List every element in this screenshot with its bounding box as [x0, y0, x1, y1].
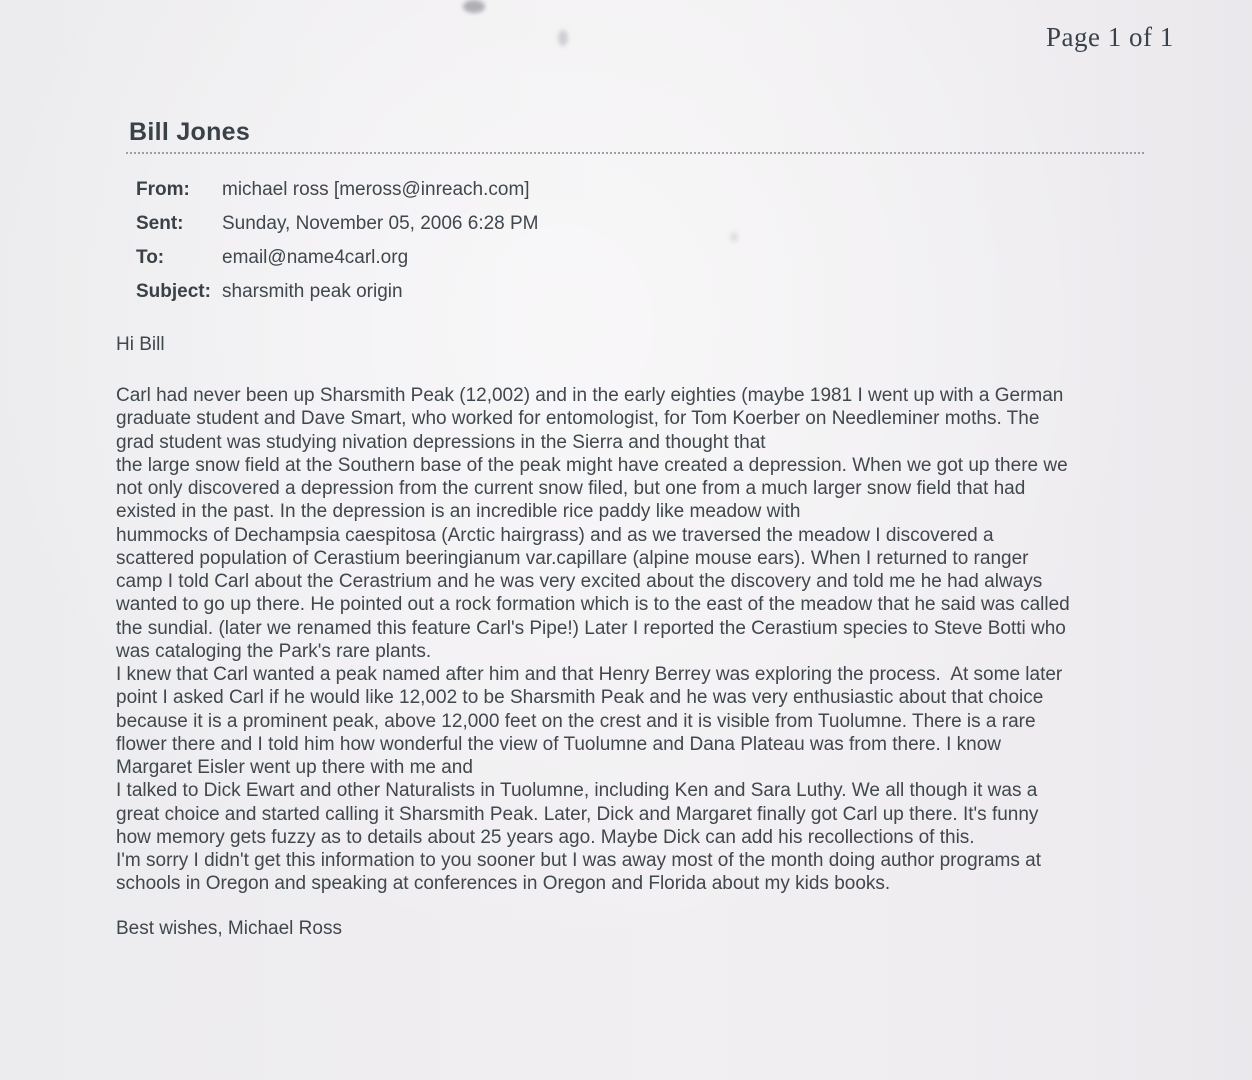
field-value: sharsmith peak origin	[222, 281, 403, 302]
header-field-row	[136, 281, 539, 315]
body-line: graduate student and Dave Smart, who worked for entomologist, for Tom Koerber on Needleminer moths. The	[116, 408, 1040, 430]
body-line: great choice and started calling it Sharsmith Peak. Later, Dick and Margaret finally got Carl up there. It's funny	[116, 803, 1039, 825]
header-field-row	[136, 247, 539, 281]
body-line: grad student was studying nivation depressions in the Sierra and thought that	[116, 431, 766, 453]
body-line: how memory gets fuzzy as to details about 25 years ago. Maybe Dick can add his recollections of this.	[116, 826, 975, 848]
body-line: wanted to go up there. He pointed out a rock formation which is to the east of the meadow that he said was called	[116, 594, 1070, 616]
email-header-fields	[136, 179, 539, 315]
header-field-row	[136, 213, 539, 247]
body-line: hummocks of Dechampsia caespitosa (Arctic hairgrass) and as we traversed the meadow I discovered a	[116, 524, 994, 546]
body-line: not only discovered a depression from the current snow filed, but one from a much larger snow field that had	[116, 478, 1026, 499]
header-divider	[126, 152, 1144, 154]
body-line: scattered population of Cerastium beeringianum var.capillare (alpine mouse ears). When I returned to ranger	[116, 547, 1029, 569]
header-field-row	[136, 179, 539, 213]
field-label: Sent:	[136, 213, 184, 234]
body-line: point I asked Carl if he would like 12,002 to be Sharsmith Peak and he was very enthusiastic about that choice	[116, 687, 1044, 709]
body-line: Margaret Eisler went up there with me and	[116, 757, 473, 778]
body-line: flower there and I told him how wonderful the view of Tuolumne and Dana Plateau was from there. I know	[116, 733, 1002, 755]
email-body	[116, 384, 1164, 896]
greeting-text: Hi Bill	[116, 334, 165, 355]
body-line: existed in the past. In the depression is an incredible rice paddy like meadow with	[116, 501, 801, 523]
scan-smudge	[463, 0, 485, 13]
page-number: Page 1 of 1	[1046, 22, 1174, 52]
body-line: the large snow field at the Southern base of the peak might have created a depression. When we got up there we	[116, 454, 1068, 476]
body-line: I'm sorry I didn't get this information to you sooner but I was away most of the month doing author programs at	[116, 850, 1041, 871]
field-label: From:	[136, 179, 190, 200]
body-line: camp I told Carl about the Cerastrium and he was very excited about the discovery and told me he had always	[116, 571, 1043, 592]
body-line: I talked to Dick Ewart and other Naturalists in Tuolumne, including Ken and Sara Luthy. We all though it was a	[116, 780, 1038, 802]
field-value: michael ross [meross@inreach.com]	[222, 179, 530, 200]
body-line: the sundial. (later we renamed this feature Carl's Pipe!) Later I reported the Cerastium species to Steve Botti who	[116, 617, 1066, 639]
field-value: Sunday, November 05, 2006 6:28 PM	[222, 213, 539, 234]
field-label: Subject:	[136, 281, 211, 302]
scan-smudge	[730, 232, 738, 242]
body-line: I knew that Carl wanted a peak named after him and that Henry Berrey was exploring the process. At some later	[116, 664, 1063, 685]
body-line: schools in Oregon and speaking at conferences in Oregon and Florida about my kids books.	[116, 873, 891, 895]
scan-smudge	[558, 30, 568, 46]
body-line: Carl had never been up Sharsmith Peak (12,002) and in the early eighties (maybe 1981 I went up with a German	[116, 385, 1064, 406]
body-line: was cataloging the Park's rare plants.	[116, 640, 432, 662]
field-label: To:	[136, 247, 165, 268]
field-value: email@name4carl.org	[222, 247, 409, 268]
signature-text: Best wishes, Michael Ross	[116, 918, 342, 939]
body-line: because it is a prominent peak, above 12,000 feet on the crest and it is visible from Tuolumne. There is a rare	[116, 710, 1036, 732]
recipient-name: Bill Jones	[129, 118, 251, 146]
